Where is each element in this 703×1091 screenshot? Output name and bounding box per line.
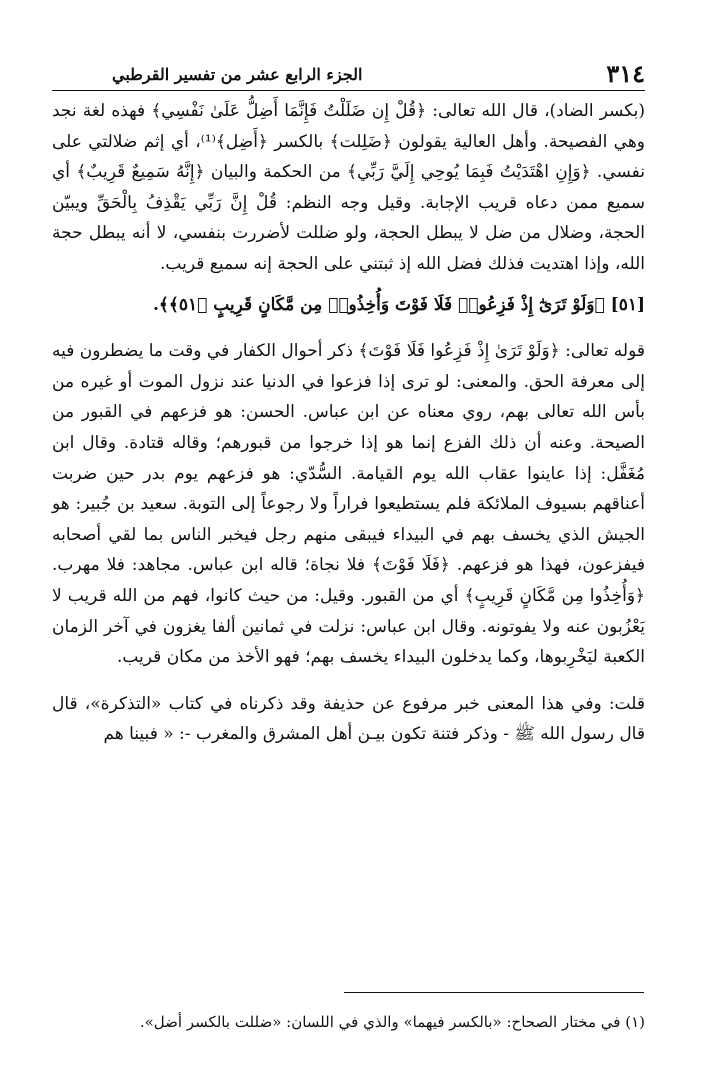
footnote-rule (344, 992, 644, 993)
running-title: الجزء الرابع عشر من تفسير القرطبي (112, 65, 363, 84)
header-rule (52, 90, 645, 91)
paragraph-1: (بكسر الضاد)، قال الله تعالى: ﴿قُلْ إِن ضَلَلْتُ فَإِنَّمَا أَضِلُّ عَلَىٰ نَفْسِي﴾ فهذه لغة نجد وهي الفصيحة. وأهل العالية يقولون ﴿ضَلِلت﴾ بالكسر ﴿أَضِل﴾⁽¹⁾، أي إثم ضلالتي على نفسي. ﴿وَإِنِ اهْتَدَيْتُ فَبِمَا يُوحِي إِلَيَّ رَبِّي﴾ من الحكمة والبيان ﴿إِنَّهُ سَمِيعٌ قَرِيبٌ﴾ أي سميع ممن دعاه قريب الإجابة. وقيل وجه النظم: قُلْ إِنَّ رَبِّي يَقْذِفُ بِالْحَقِّ ويبيّن الحجة، وضلال من ضل لا يبطل الحجة، ولو ضللت لأضررت بنفسي، لا أنه يبطل حجة الله، وإذا اهتديت فذلك فضل الله إذ ثبتني على الحجة إنه سميع قريب. (52, 101, 645, 274)
paragraph-2: قوله تعالى: ﴿وَلَوْ تَرَىٰ إِذْ فَزِعُوا فَلَا فَوْتَ﴾ ذكر أحوال الكفار في وقت ما يضطرون فيه إلى معرفة الحق. والمعنى: لو ترى إذا فزعوا في الدنيا عند نزول الموت أو غيره من بأس الله تعالى بهم، روي معناه عن ابن عباس. الحسن: هو فزعهم في القبور من الصيحة. وعنه أن ذلك الفزع إنما هو إذا خرجوا من قبورهم؛ وقاله قتادة. وقال ابن مُغَفَّل: إذا عاينوا عقاب الله يوم القيامة. السُّدّي: هو فزعهم يوم بدر حين ضربت أعناقهم بسيوف الملائكة فلم يستطيعوا فراراً ولا رجوعاً إلى التوبة. سعيد بن جُبير: هو الجيش الذي يخسف بهم في البيداء فيبقى منهم رجل فيخبر الناس بما لقي أصحابه فيفزعون، فهذا هو فزعهم. ﴿فَلَا فَوْتَ﴾ فلا نجاة؛ قاله ابن عباس. مجاهد: فلا مهرب. ﴿وَأُخِذُوا مِن مَّكَانٍ قَرِيبٍ﴾ أي من القبور. وقيل: من حيث كانوا، فهم من الله قريب لا يَعْزُبون عنه ولا يفوتونه. وقال ابن عباس: نزلت في ثمانين ألفا يغزون في آخر الزمان الكعبة ليَخْرِبوها، وكما يدخلون البيداء يخسف بهم؛ فهو الأخذ من مكان قريب. (52, 341, 645, 668)
verse-51: [٥١] ﴿وَلَوْ تَرَىٰٓ إِذْ فَزِعُوا۟ فَلَا فَوْتَ وَأُخِذُوا۟ مِن مَّكَانٍ قَرِيبٍ ﴿٥١﴾﴾. (153, 294, 645, 315)
page-number: ٣١٤ (606, 59, 645, 88)
paragraph-3: قلت: وفي هذا المعنى خبر مرفوع عن حذيفة وقد ذكرناه في كتاب «التذكرة»، قال قال رسول الله ﷺ - وذكر فتنة تكون بيـن أهل المشرق والمغرب -: « فبينا هم (52, 693, 645, 745)
main-text (52, 96, 645, 750)
document-page (52, 0, 645, 1091)
footnote (52, 1010, 645, 1034)
footnote-1: (١) في مختار الصحاح: «بالكسر فيهما» والذي في اللسان: «ضللت بالكسر أضل». (139, 1013, 645, 1031)
page-header (52, 54, 645, 90)
